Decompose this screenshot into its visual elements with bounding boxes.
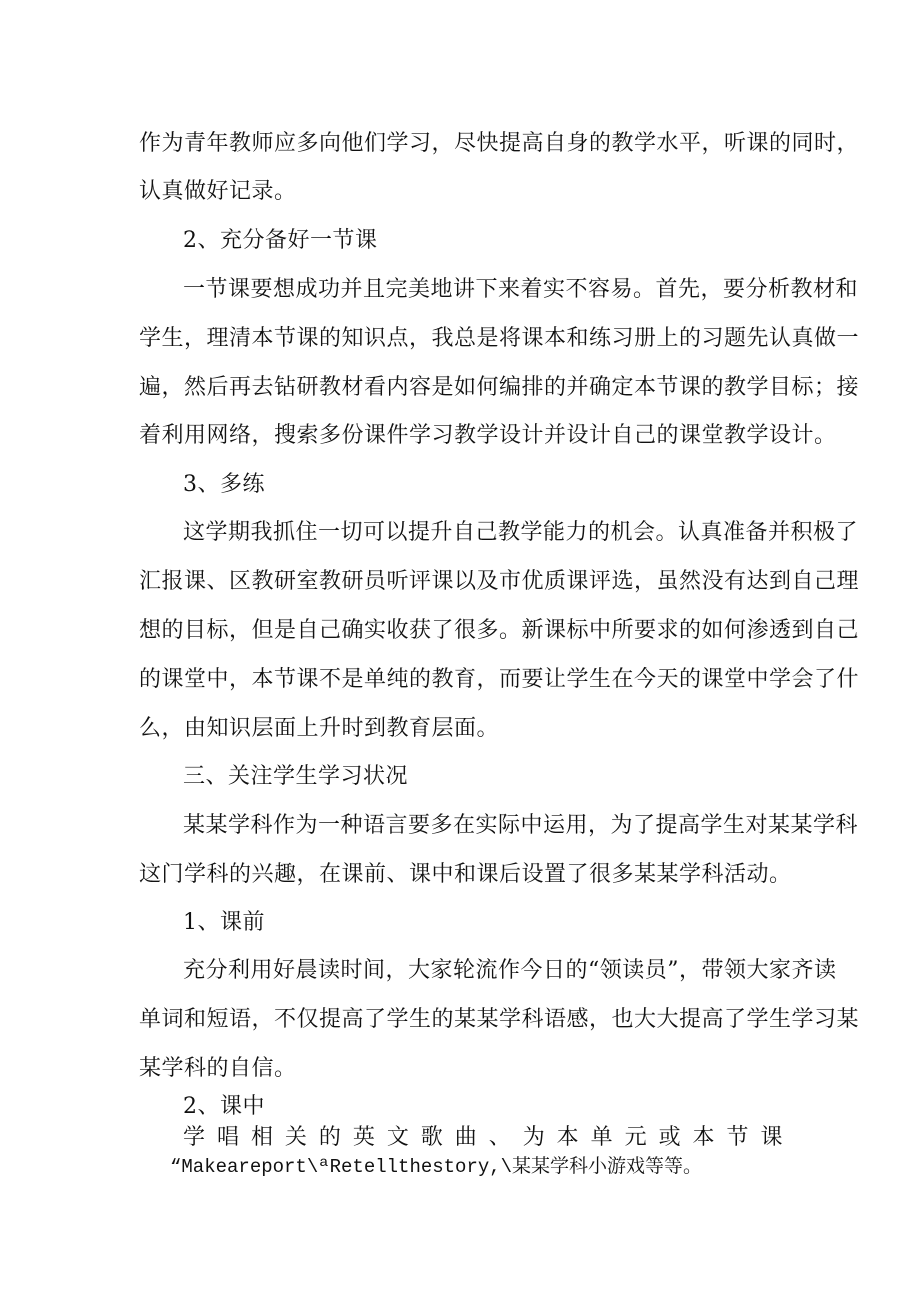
- section-heading: 1、课前: [183, 910, 265, 935]
- paragraph-line: 遍，然后再去钻研教材看内容是如何编排的并确定本节课的教学目标；接: [139, 375, 860, 400]
- paragraph-line: 作为青年教师应多向他们学习，尽快提高自身的教学水平，听课的同时，: [139, 131, 860, 156]
- section-heading: 三、关注学生学习状况: [183, 764, 409, 789]
- paragraph-line: 么，由知识层面上升时到教育层面。: [139, 716, 500, 741]
- paragraph-line: 想的目标，但是自己确实收获了很多。新课标中所要求的如何渗透到自己: [139, 618, 860, 643]
- paragraph-line: 一节课要想成功并且完美地讲下来着实不容易。首先，要分析教材和: [183, 277, 859, 302]
- paragraph-line: 充分利用好晨读时间，大家轮流作今日的“领读员”，带领大家齐读: [183, 958, 837, 983]
- section-heading: 3、多练: [183, 472, 265, 497]
- section-heading: 2、课中: [183, 1094, 265, 1119]
- paragraph-line: 某学科的自信。: [139, 1056, 297, 1081]
- paragraph-line: 认真做好记录。: [139, 179, 297, 204]
- paragraph-line: 着利用网络，搜索多份课件学习教学设计并设计自己的课堂教学设计。: [139, 423, 837, 448]
- paragraph-line: 某某学科作为一种语言要多在实际中运用，为了提高学生对某某学科: [183, 813, 859, 838]
- section-heading: 2、充分备好一节课: [183, 228, 378, 253]
- paragraph-line: 汇报课、区教研室教研员听评课以及市优质课评选，虽然没有达到自己理: [139, 569, 860, 594]
- paragraph-line: 学生，理清本节课的知识点，我总是将课本和练习册上的习题先认真做一: [139, 326, 860, 351]
- paragraph-line: 学唱相关的英文歌曲、为本单元或本节课: [183, 1125, 783, 1150]
- paragraph-line: 这学期我抓住一切可以提升自己教学能力的机会。认真准备并积极了: [183, 520, 859, 545]
- paragraph-line: 单词和短语，不仅提高了学生的某某学科语感，也大大提高了学生学习某: [139, 1007, 860, 1032]
- paragraph-line: 这门学科的兴趣，在课前、课中和课后设置了很多某某学科活动。: [139, 862, 792, 887]
- paragraph-line: “Makeareport\ªRetellthestory,\某某学科小游戏等等。: [170, 1156, 703, 1178]
- paragraph-line: 的课堂中，本节课不是单纯的教育，而要让学生在今天的课堂中学会了什: [139, 667, 860, 692]
